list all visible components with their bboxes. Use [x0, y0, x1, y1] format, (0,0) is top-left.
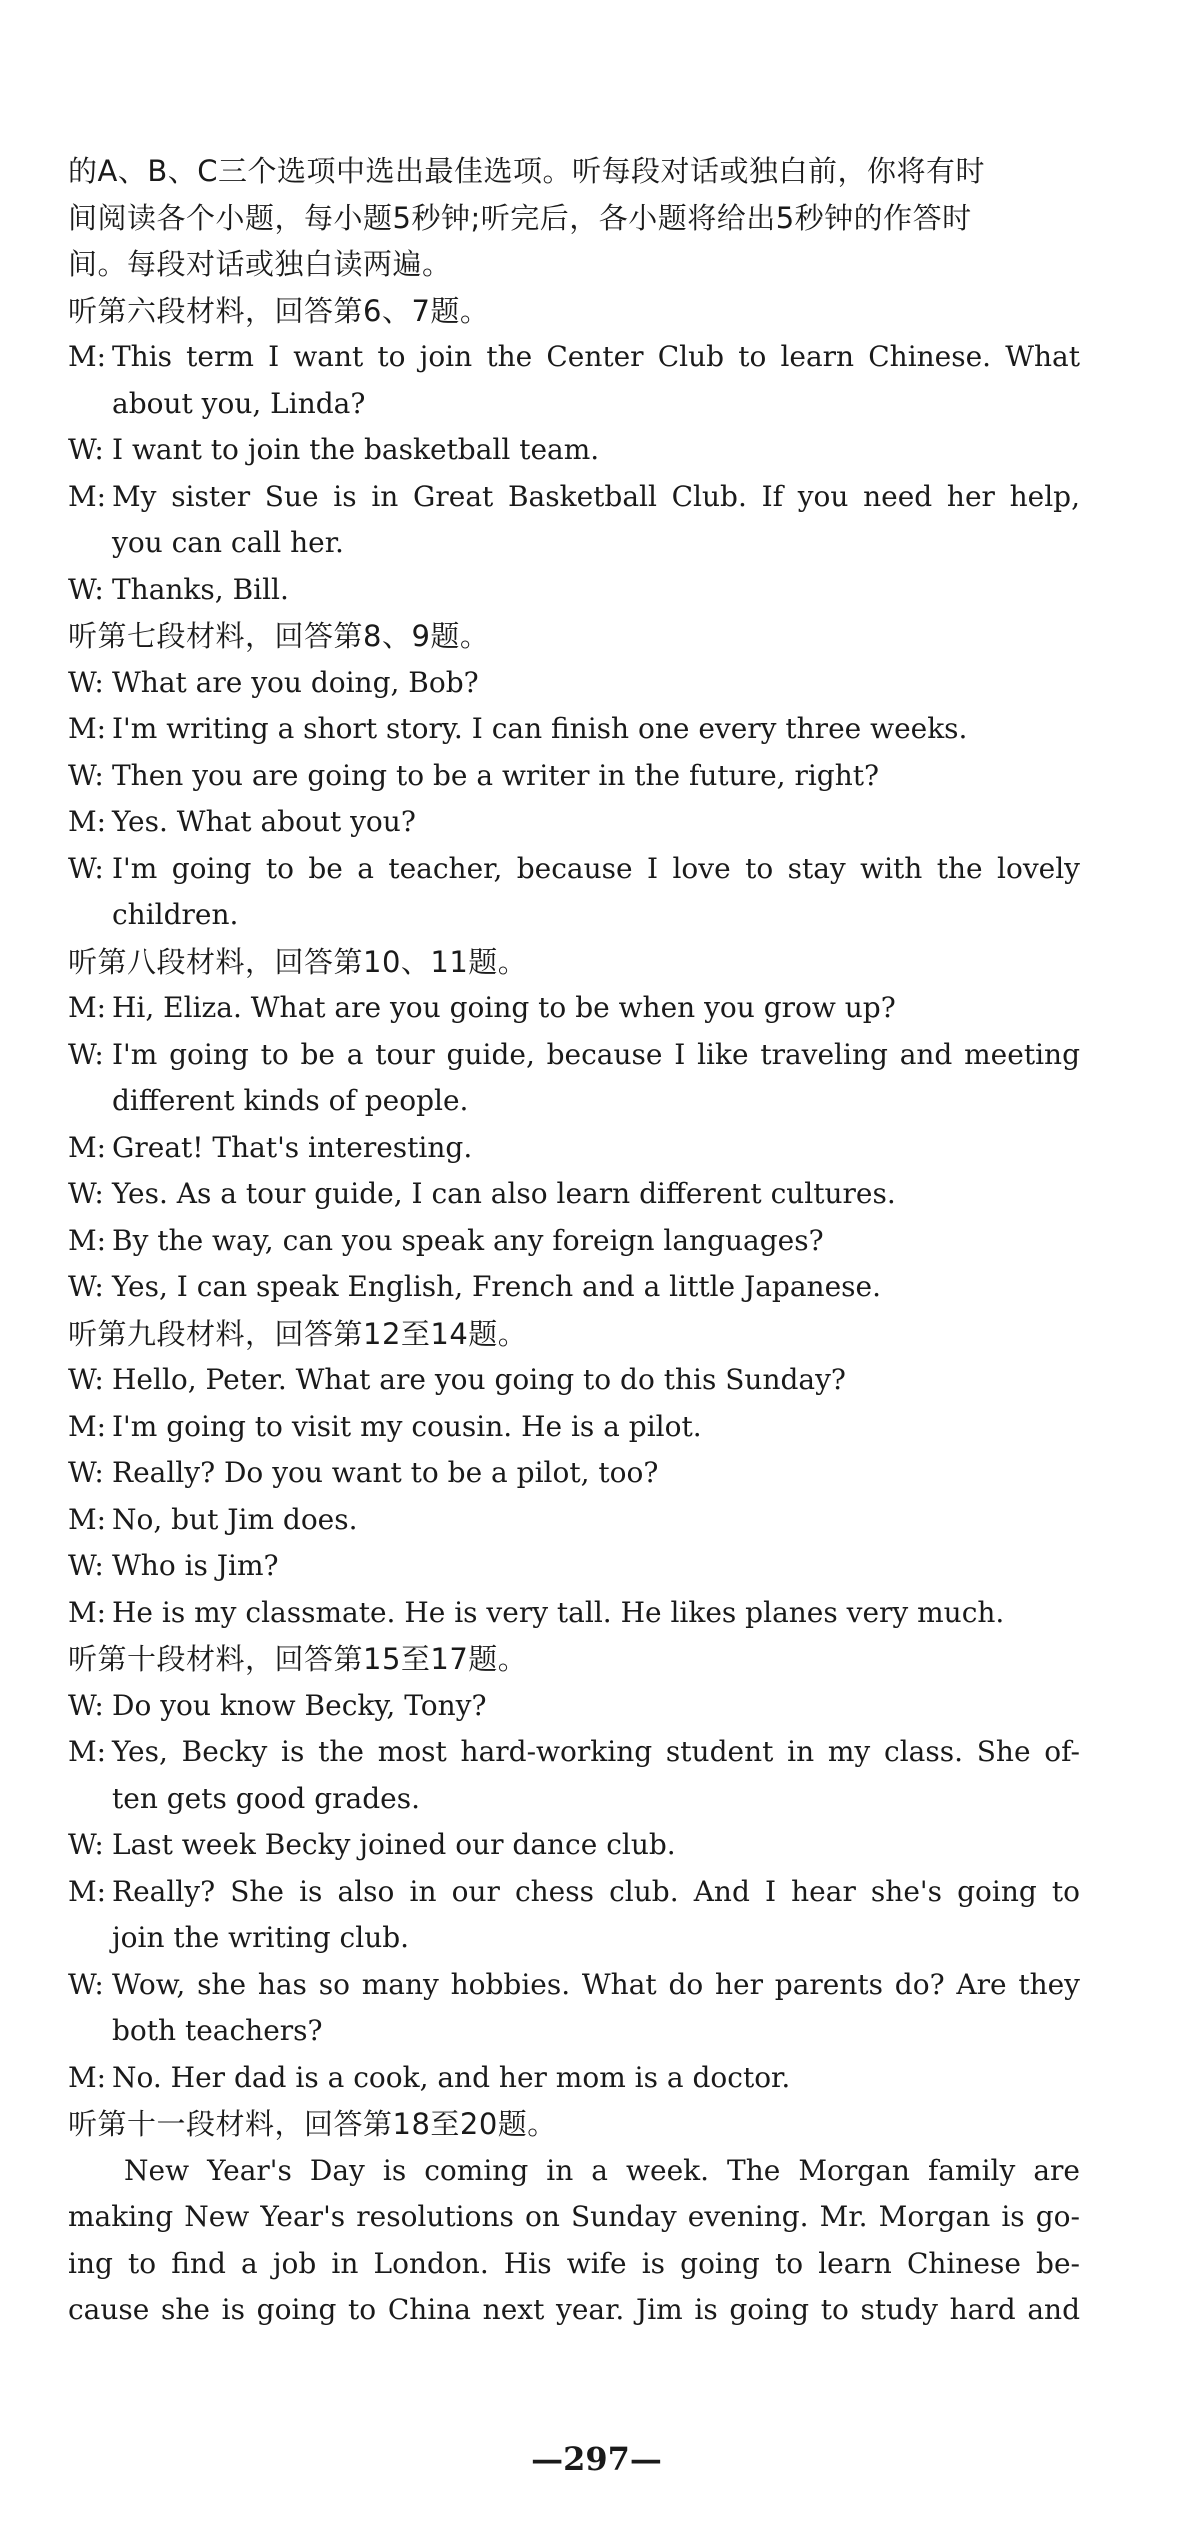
speech-text	[112, 1543, 1080, 1590]
speaker-label: W:	[68, 665, 104, 699]
dialogue-line	[68, 1404, 1080, 1451]
speech-line: different kinds of people.	[112, 1084, 469, 1117]
dialogue-line	[68, 1264, 1080, 1311]
speaker-label: M:	[68, 1223, 107, 1257]
section-heading: 听第六段材料，回答第6、7题。	[68, 293, 490, 328]
instruction-line: 间。每段对话或独白读两遍。	[68, 247, 452, 281]
speaker-label: W:	[68, 1456, 104, 1489]
speech-line: No, but Jim does.	[112, 1502, 358, 1536]
instruction-line: 间阅读各个小题，每小题5秒钟;听完后，各小题将给出5秒钟的作答时	[68, 200, 972, 235]
speech-text	[112, 474, 1080, 567]
dialogue-line	[68, 1171, 1080, 1218]
speech-line: Yes, I can speak English, French and a little Japanese.	[112, 1270, 881, 1303]
paragraph-line: ing to find a job in London. His wife is going to learn Chinese be-	[68, 2246, 1080, 2280]
speaker-label: M:	[68, 991, 107, 1024]
dialogue-line	[68, 1357, 1080, 1404]
speech-line: Great! That's interesting.	[112, 1130, 473, 1164]
dialogue-line	[68, 1543, 1080, 1590]
dialogue-line	[68, 985, 1080, 1032]
speech-line: I'm going to be a teacher, because I love to stay with the lovely	[112, 851, 1080, 885]
paragraph-line: making New Year's resolutions on Sunday evening. Mr. Morgan is go-	[68, 2200, 1080, 2233]
dialogue-line	[68, 1125, 1080, 1172]
dialogue-line	[68, 1032, 1080, 1125]
dialogue-line	[68, 753, 1080, 800]
speaker-label: W:	[68, 851, 104, 885]
dialogue-line	[68, 1590, 1080, 1637]
paragraph-line: cause she is going to China next year. Jim is going to study hard and	[68, 2293, 1080, 2326]
speech-text	[112, 1683, 1080, 1730]
dialogue-line	[68, 660, 1080, 707]
speech-line: Thanks, Bill.	[112, 572, 289, 606]
speaker-label: W:	[68, 1967, 104, 2001]
speaker-label: M:	[68, 712, 107, 745]
speech-line: Then you are going to be a writer in the future, right?	[112, 758, 880, 792]
speech-text	[112, 1962, 1080, 2055]
speech-text	[112, 1357, 1080, 1404]
speech-text	[112, 1729, 1080, 1822]
speech-text	[112, 799, 1080, 846]
speaker-label: W:	[68, 1828, 104, 1861]
section-heading: 听第八段材料，回答第10、11题。	[68, 944, 528, 979]
dialogue-line	[68, 1822, 1080, 1869]
speech-text	[112, 427, 1080, 474]
speaker-label: W:	[68, 433, 104, 466]
dialogue-line	[68, 567, 1080, 614]
speech-text	[112, 1869, 1080, 1962]
section-heading: 听第七段材料，回答第8、9题。	[68, 619, 490, 653]
speech-line: I'm going to be a tour guide, because I like traveling and meeting	[112, 1037, 1080, 1071]
page-number: —297—	[531, 2440, 662, 2478]
speaker-label: W:	[68, 1363, 104, 1396]
speaker-label: M:	[68, 1595, 107, 1629]
speech-line: I want to join the basketball team.	[112, 433, 600, 466]
speech-line: ten gets good grades.	[112, 1781, 420, 1815]
section-heading: 听第十一段材料，回答第18至20题。	[68, 2107, 557, 2141]
speech-text	[112, 1171, 1080, 1218]
speech-line: you can call her.	[112, 526, 344, 559]
speaker-label: M:	[68, 2060, 107, 2094]
speaker-label: W:	[68, 572, 104, 606]
speech-text	[112, 1125, 1080, 1172]
dialogue-line	[68, 706, 1080, 753]
speech-text	[112, 753, 1080, 800]
speech-text	[112, 1218, 1080, 1265]
transcript-sections	[68, 288, 1080, 2334]
dialogue-line	[68, 1497, 1080, 1544]
page-content	[68, 148, 1080, 2334]
speech-text	[112, 1264, 1080, 1311]
speaker-label: M:	[68, 1735, 107, 1768]
dialogue-line	[68, 1869, 1080, 1962]
monologue-paragraph	[68, 2148, 1080, 2334]
speech-line: Yes, Becky is the most hard-working student in my class. She of-	[112, 1735, 1080, 1768]
dialogue-line	[68, 846, 1080, 939]
speech-text	[112, 846, 1080, 939]
dialogue-line	[68, 1450, 1080, 1497]
speech-line: about you, Linda?	[112, 386, 366, 420]
instruction-line: 的A、B、C三个选项中选出最佳选项。听每段对话或独白前，你将有时	[68, 154, 985, 188]
dialogue-line	[68, 427, 1080, 474]
speaker-label: M:	[68, 1409, 107, 1443]
speaker-label: W:	[68, 758, 104, 792]
speech-line: Who is Jim?	[112, 1549, 279, 1582]
dialogue-line	[68, 474, 1080, 567]
speaker-label: W:	[68, 1688, 104, 1722]
speech-line: This term I want to join the Center Club to learn Chinese. What	[112, 340, 1080, 373]
speech-line: Wow, she has so many hobbies. What do her parents do? Are they	[112, 1967, 1080, 2001]
speech-line: join the writing club.	[112, 1921, 410, 1954]
speech-text	[112, 1450, 1080, 1497]
dialogue-line	[68, 1729, 1080, 1822]
speech-line: Really? Do you want to be a pilot, too?	[112, 1456, 659, 1489]
paragraph-line: New Year's Day is coming in a week. The Morgan family are	[124, 2153, 1080, 2187]
speech-text	[112, 985, 1080, 1032]
speech-line: Do you know Becky, Tony?	[112, 1688, 487, 1722]
speaker-label: W:	[68, 1270, 104, 1303]
dialogue-line	[68, 799, 1080, 846]
dialogue-line	[68, 334, 1080, 427]
speech-line: Hello, Peter. What are you going to do this Sunday?	[112, 1363, 846, 1396]
speech-text	[112, 660, 1080, 707]
speech-line: children.	[112, 898, 239, 931]
speech-line: Yes. As a tour guide, I can also learn different cultures.	[112, 1177, 896, 1210]
speech-text	[112, 1822, 1080, 1869]
section-heading: 听第十段材料，回答第15至17题。	[68, 1642, 528, 1676]
dialogue-line	[68, 2055, 1080, 2102]
speech-line: By the way, can you speak any foreign languages?	[112, 1223, 824, 1257]
speaker-label: M:	[68, 1874, 107, 1908]
speech-line: He is my classmate. He is very tall. He likes planes very much.	[112, 1595, 1005, 1629]
speech-line: What are you doing, Bob?	[112, 665, 479, 699]
dialogue-line	[68, 1962, 1080, 2055]
speaker-label: M:	[68, 805, 107, 838]
speech-line: Hi, Eliza. What are you going to be when you grow up?	[112, 991, 896, 1024]
speech-text	[112, 2055, 1080, 2102]
speech-text	[112, 1032, 1080, 1125]
speech-line: Really? She is also in our chess club. And I hear she's going to	[112, 1874, 1080, 1908]
speaker-label: M:	[68, 479, 107, 513]
speaker-label: W:	[68, 1037, 104, 1071]
section-heading: 听第九段材料，回答第12至14题。	[68, 1316, 528, 1351]
instructions	[68, 148, 1080, 288]
speech-text	[112, 1404, 1080, 1451]
speech-text	[112, 706, 1080, 753]
speaker-label: M:	[68, 340, 107, 373]
speaker-label: W:	[68, 1549, 104, 1582]
dialogue-line	[68, 1218, 1080, 1265]
speech-line: both teachers?	[112, 2014, 323, 2047]
speech-line: I'm writing a short story. I can finish one every three weeks.	[112, 712, 968, 745]
speaker-label: W:	[68, 1177, 104, 1210]
speech-text	[112, 567, 1080, 614]
speech-line: I'm going to visit my cousin. He is a pilot.	[112, 1409, 702, 1443]
speaker-label: M:	[68, 1502, 107, 1536]
speech-line: Last week Becky joined our dance club.	[112, 1828, 676, 1861]
speech-line: My sister Sue is in Great Basketball Club. If you need her help,	[112, 479, 1080, 513]
dialogue-line	[68, 1683, 1080, 1730]
speech-text	[112, 1497, 1080, 1544]
speech-line: Yes. What about you?	[112, 805, 416, 838]
speech-text	[112, 334, 1080, 427]
speech-line: No. Her dad is a cook, and her mom is a doctor.	[112, 2060, 791, 2094]
speech-text	[112, 1590, 1080, 1637]
speaker-label: M:	[68, 1130, 107, 1164]
